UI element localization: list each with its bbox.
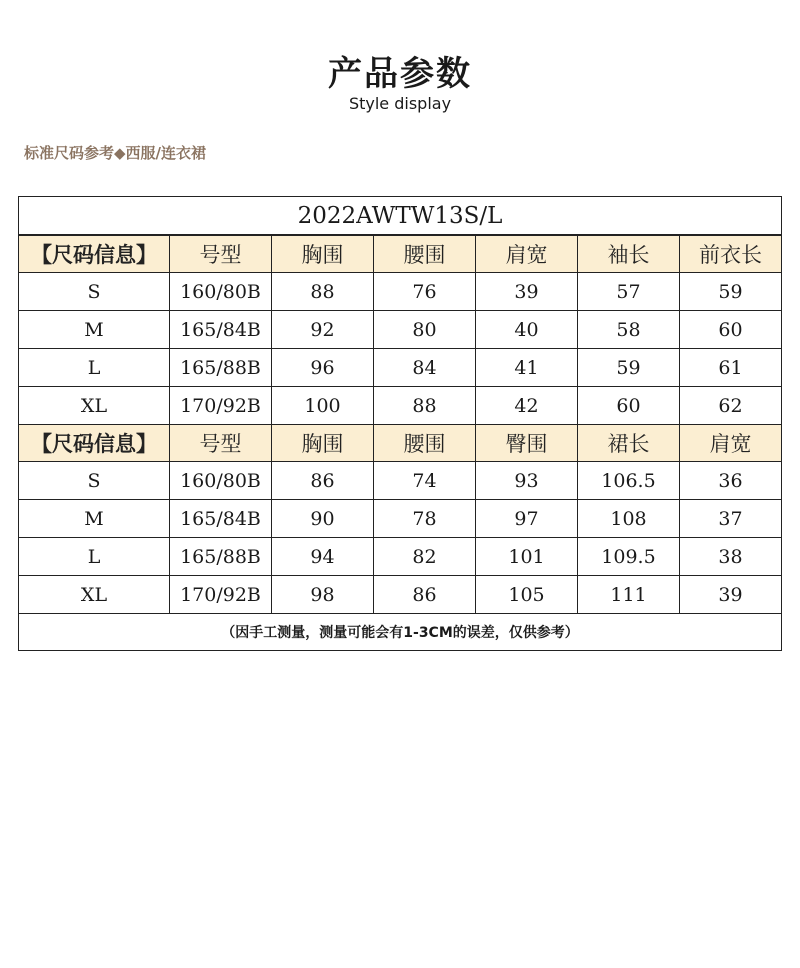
table-row — [19, 538, 782, 576]
table-cell: 94 — [272, 538, 374, 576]
header-cell: 胸围 — [272, 235, 374, 273]
header-cell: 肩宽 — [680, 425, 782, 462]
table-cell: 97 — [476, 500, 578, 538]
table-cell: 60 — [578, 387, 680, 425]
table-row — [19, 576, 782, 614]
note-row — [19, 614, 782, 651]
table-cell: 90 — [272, 500, 374, 538]
table-cell: 38 — [680, 538, 782, 576]
table-cell: 86 — [374, 576, 476, 614]
model-row — [19, 197, 782, 236]
header-cell: 【尺码信息】 — [19, 425, 170, 462]
header-cell: 腰围 — [374, 425, 476, 462]
table-row — [19, 311, 782, 349]
header-cell: 号型 — [170, 235, 272, 273]
table-cell: 165/84B — [170, 500, 272, 538]
table-cell: 62 — [680, 387, 782, 425]
header-cell: 号型 — [170, 425, 272, 462]
measurement-note: （因手工测量，测量可能会有1-3CM的误差，仅供参考） — [19, 614, 782, 651]
table-cell: 40 — [476, 311, 578, 349]
table-cell: 37 — [680, 500, 782, 538]
table-cell: 100 — [272, 387, 374, 425]
header-cell: 臀围 — [476, 425, 578, 462]
table-cell: 41 — [476, 349, 578, 387]
table-cell: 80 — [374, 311, 476, 349]
table-cell: 88 — [272, 273, 374, 311]
header-cell: 【尺码信息】 — [19, 235, 170, 273]
header-cell: 裙长 — [578, 425, 680, 462]
table-cell: 84 — [374, 349, 476, 387]
table-row — [19, 500, 782, 538]
table-cell: S — [19, 273, 170, 311]
table-cell: M — [19, 500, 170, 538]
table-cell: 105 — [476, 576, 578, 614]
table-cell: 165/88B — [170, 538, 272, 576]
table-cell: 86 — [272, 462, 374, 500]
table-cell: L — [19, 349, 170, 387]
header-cell: 腰围 — [374, 235, 476, 273]
header-cell: 前衣长 — [680, 235, 782, 273]
table-row — [19, 387, 782, 425]
table-cell: 106.5 — [578, 462, 680, 500]
table-cell: M — [19, 311, 170, 349]
table-cell: 78 — [374, 500, 476, 538]
table-cell: 93 — [476, 462, 578, 500]
table-cell: 59 — [578, 349, 680, 387]
table-cell: 88 — [374, 387, 476, 425]
table-cell: 98 — [272, 576, 374, 614]
table-cell: 58 — [578, 311, 680, 349]
table-cell: 160/80B — [170, 273, 272, 311]
size-reference-label: 标准尺码参考◆西服/连衣裙 — [24, 144, 207, 162]
header-cell: 胸围 — [272, 425, 374, 462]
table-cell: XL — [19, 576, 170, 614]
header-cell: 袖长 — [578, 235, 680, 273]
table-cell: 165/88B — [170, 349, 272, 387]
table-cell: 109.5 — [578, 538, 680, 576]
table-cell: L — [19, 538, 170, 576]
table-cell: 165/84B — [170, 311, 272, 349]
page-subtitle: Style display — [348, 94, 452, 113]
table-cell: S — [19, 462, 170, 500]
header-row-top — [19, 235, 782, 273]
table-cell: 39 — [476, 273, 578, 311]
table-cell: 61 — [680, 349, 782, 387]
header-row-bottom — [19, 425, 782, 462]
table-cell: 76 — [374, 273, 476, 311]
header-cell: 肩宽 — [476, 235, 578, 273]
table-cell: 42 — [476, 387, 578, 425]
table-row — [19, 462, 782, 500]
table-cell: 92 — [272, 311, 374, 349]
table-cell: 160/80B — [170, 462, 272, 500]
table-cell: 96 — [272, 349, 374, 387]
table-row — [19, 349, 782, 387]
table-cell: 111 — [578, 576, 680, 614]
table-cell: 36 — [680, 462, 782, 500]
size-chart-table — [18, 196, 782, 651]
table-cell: 108 — [578, 500, 680, 538]
table-cell: 170/92B — [170, 387, 272, 425]
table-cell: 39 — [680, 576, 782, 614]
table-cell: 59 — [680, 273, 782, 311]
table-cell: 74 — [374, 462, 476, 500]
page-title: 产品参数 — [328, 54, 472, 94]
model-code: 2022AWTW13S/L — [19, 197, 782, 236]
table-cell: 60 — [680, 311, 782, 349]
table-cell: 82 — [374, 538, 476, 576]
table-cell: 101 — [476, 538, 578, 576]
table-cell: 170/92B — [170, 576, 272, 614]
table-row — [19, 273, 782, 311]
table-cell: XL — [19, 387, 170, 425]
table-cell: 57 — [578, 273, 680, 311]
